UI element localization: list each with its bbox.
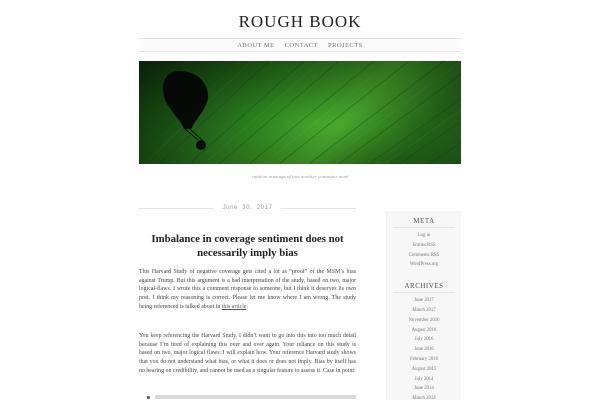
post-list-item bbox=[147, 394, 356, 400]
date-divider-left bbox=[139, 208, 214, 209]
sidebar bbox=[386, 211, 461, 400]
meta-comments-rss-link[interactable]: Comments RSS bbox=[408, 252, 440, 258]
paragraph-1-end: . bbox=[246, 303, 248, 310]
site-title[interactable]: ROUGH BOOK bbox=[238, 12, 362, 31]
meta-entries-rss-link[interactable]: Entries RSS bbox=[412, 242, 436, 248]
meta-log-in-link[interactable]: Log in bbox=[417, 233, 431, 238]
meta-wordpress-link[interactable]: WordPress.org bbox=[409, 262, 439, 268]
post-date[interactable]: June 30, 2017 bbox=[222, 205, 273, 211]
archive-link[interactable]: June 2017 bbox=[414, 298, 434, 304]
archive-link[interactable]: July 2016 bbox=[414, 337, 434, 343]
meta-list bbox=[387, 231, 461, 270]
archive-link[interactable]: August 2015 bbox=[411, 366, 437, 372]
archive-link[interactable]: August 2016 bbox=[411, 327, 437, 333]
archive-link[interactable]: February 2016 bbox=[409, 356, 439, 362]
archive-link[interactable]: June 2016 bbox=[414, 347, 434, 353]
date-divider-right bbox=[281, 208, 356, 209]
meta-widget-title: META bbox=[393, 217, 455, 228]
bullet-icon bbox=[147, 396, 150, 399]
archives-list bbox=[387, 296, 461, 400]
header-image bbox=[139, 61, 461, 164]
post-date-row bbox=[139, 203, 356, 213]
nav-about-me[interactable]: ABOUT ME bbox=[237, 41, 275, 49]
nav-contact[interactable]: CONTACT bbox=[284, 41, 319, 49]
balloon-shadow-field-image bbox=[139, 61, 461, 164]
archive-link[interactable]: July 2014 bbox=[414, 376, 434, 382]
post-paragraph-1 bbox=[139, 268, 356, 312]
archives-widget-title: ARCHIVES bbox=[393, 282, 455, 293]
meta-widget bbox=[387, 211, 461, 270]
main-nav bbox=[139, 38, 461, 52]
cut-off-list-text bbox=[155, 395, 356, 399]
this-article-link[interactable]: this article bbox=[221, 303, 247, 310]
archive-link[interactable]: March 2017 bbox=[412, 307, 436, 313]
paragraph-1-text: This Harvard Study of negative coverage gets cited a lot as “proof” of the MSM’s bias against Trump. But this argument is a bad interpretation of the study, based on two, major logical-flaws. I wrote this a comment response to someone, but I think it deserves its own post. I think my reasoning is correct. Please let me know where I am wrong. The study being referenced is talked about in bbox=[139, 269, 356, 310]
archive-link[interactable]: March 2014 bbox=[412, 396, 436, 400]
post-paragraph-2: You keep referencing the Harvard Study. I didn’t want to go into this into too much detail because I’m tired of explaining this over and over again. Your reliance on this study is based on two, major logical flaws. I will explain how. Your reference Harvard study shows that you do not understand what bias, or what it does or does not imply. Bias by itself has no bearing on credibility, and cannot be used as a singular feature to assess it. Case in point: bbox=[139, 333, 356, 374]
archives-widget bbox=[387, 282, 461, 400]
archive-link[interactable]: June 2014 bbox=[414, 386, 434, 392]
archive-link[interactable]: November 2016 bbox=[408, 317, 440, 323]
nav-projects[interactable]: PROJECTS bbox=[328, 41, 363, 49]
site-tagline: random musings of just another computer nerd bbox=[251, 174, 349, 179]
post-title[interactable]: Imbalance in coverage sentiment does not necessarily imply bias bbox=[151, 233, 344, 259]
